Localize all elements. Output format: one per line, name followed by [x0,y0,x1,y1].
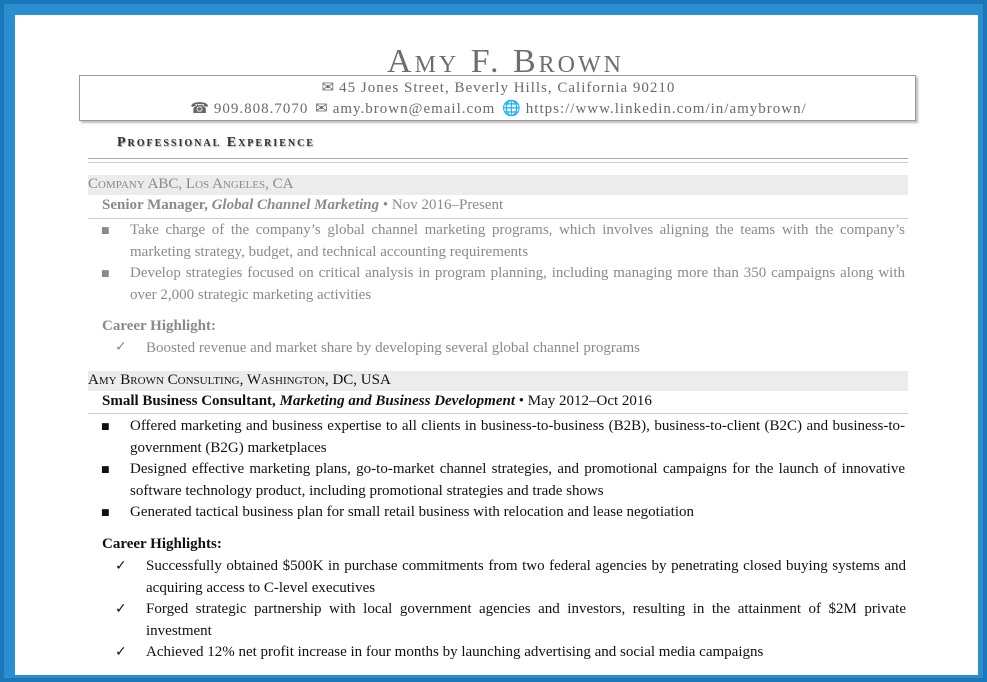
candidate-name: Amy F. Brown [387,43,624,80]
list-item: Designed effective marketing plans, go-to-market channel strategies, and promotional campaigns for the launch of innovative software technology product, including promotional strategies and trade shows [130,461,905,499]
job-title: Small Business Consultant, [102,393,276,409]
envelope-icon: ✉ [315,101,329,117]
check-icon: ✓ [115,339,127,355]
bullet-icon: ■ [101,465,110,475]
job-focus: Marketing and Business Development [279,393,515,409]
job-dates: • Nov 2016–Present [382,197,504,213]
bullet-icon: ■ [101,269,110,279]
company-band [88,371,908,391]
divider [88,413,908,414]
phone: 909.808.7070 [213,101,309,117]
highlight-item: Successfully obtained $500K in purchase commitments from two federal agencies by penetrating closed buying systems and acquiring access to C-level executives [146,558,906,596]
highlight-title: Career Highlight: [102,318,217,334]
job-focus: Global Channel Marketing [211,197,380,213]
highlight-item: Forged strategic partnership with local government agencies and investors, resulting in the attainment of $2M private investment [146,601,906,639]
list-item: Take charge of the company’s global channel marketing programs, which involves aligning the teams with the company’s marketing strategy, budget, and technical accounting requirements [130,222,905,260]
job-title: Senior Manager, [102,197,208,213]
section-title: Professional Experience [117,135,315,150]
list-item: Develop strategies focused on critical analysis in program planning, including managing more than 350 campaigns along with over 2,000 strategic marketing activities [130,265,905,303]
list-item: Generated tactical business plan for small retail business with relocation and lease negotiation [130,504,694,520]
blue-frame [4,4,983,678]
mail-icon: ✉ [321,80,336,96]
check-icon: ✓ [115,644,127,660]
job-dates: • May 2012–Oct 2016 [518,393,652,409]
linkedin-link[interactable]: https://www.linkedin.com/in/amybrown/ [525,101,807,117]
divider [88,218,908,219]
resume-page [15,15,978,675]
company-band [88,175,908,195]
email[interactable]: amy.brown@email.com [332,101,496,117]
job-role [102,197,503,214]
highlight-item: Boosted revenue and market share by developing several global channel programs [146,340,640,356]
phone-icon: ☎ [190,101,210,117]
divider [88,162,908,163]
company-name: Company ABC, Los Angeles, CA [88,176,294,192]
highlight-title: Career Highlights: [102,536,222,552]
highlight-item: Achieved 12% net profit increase in four months by launching advertising and social media campaigns [146,644,764,660]
bullet-icon: ■ [101,226,110,236]
check-icon: ✓ [115,601,127,617]
check-icon: ✓ [115,558,127,574]
address: 45 Jones Street, Beverly Hills, California 90210 [339,80,676,96]
contact-line [80,99,915,118]
bullet-icon: ■ [101,422,110,432]
bullet-icon: ■ [101,508,110,518]
address-line [80,78,915,97]
divider [88,158,908,159]
company-name: Amy Brown Consulting, Washington, DC, USA [88,372,391,388]
contact-box [79,75,916,121]
globe-icon: 🌐 [502,101,522,117]
job-role [102,393,652,410]
list-item: Offered marketing and business expertise to all clients in business-to-business (B2B), business-to-client (B2C) and business-to-government (B2G) marketplaces [130,418,905,456]
